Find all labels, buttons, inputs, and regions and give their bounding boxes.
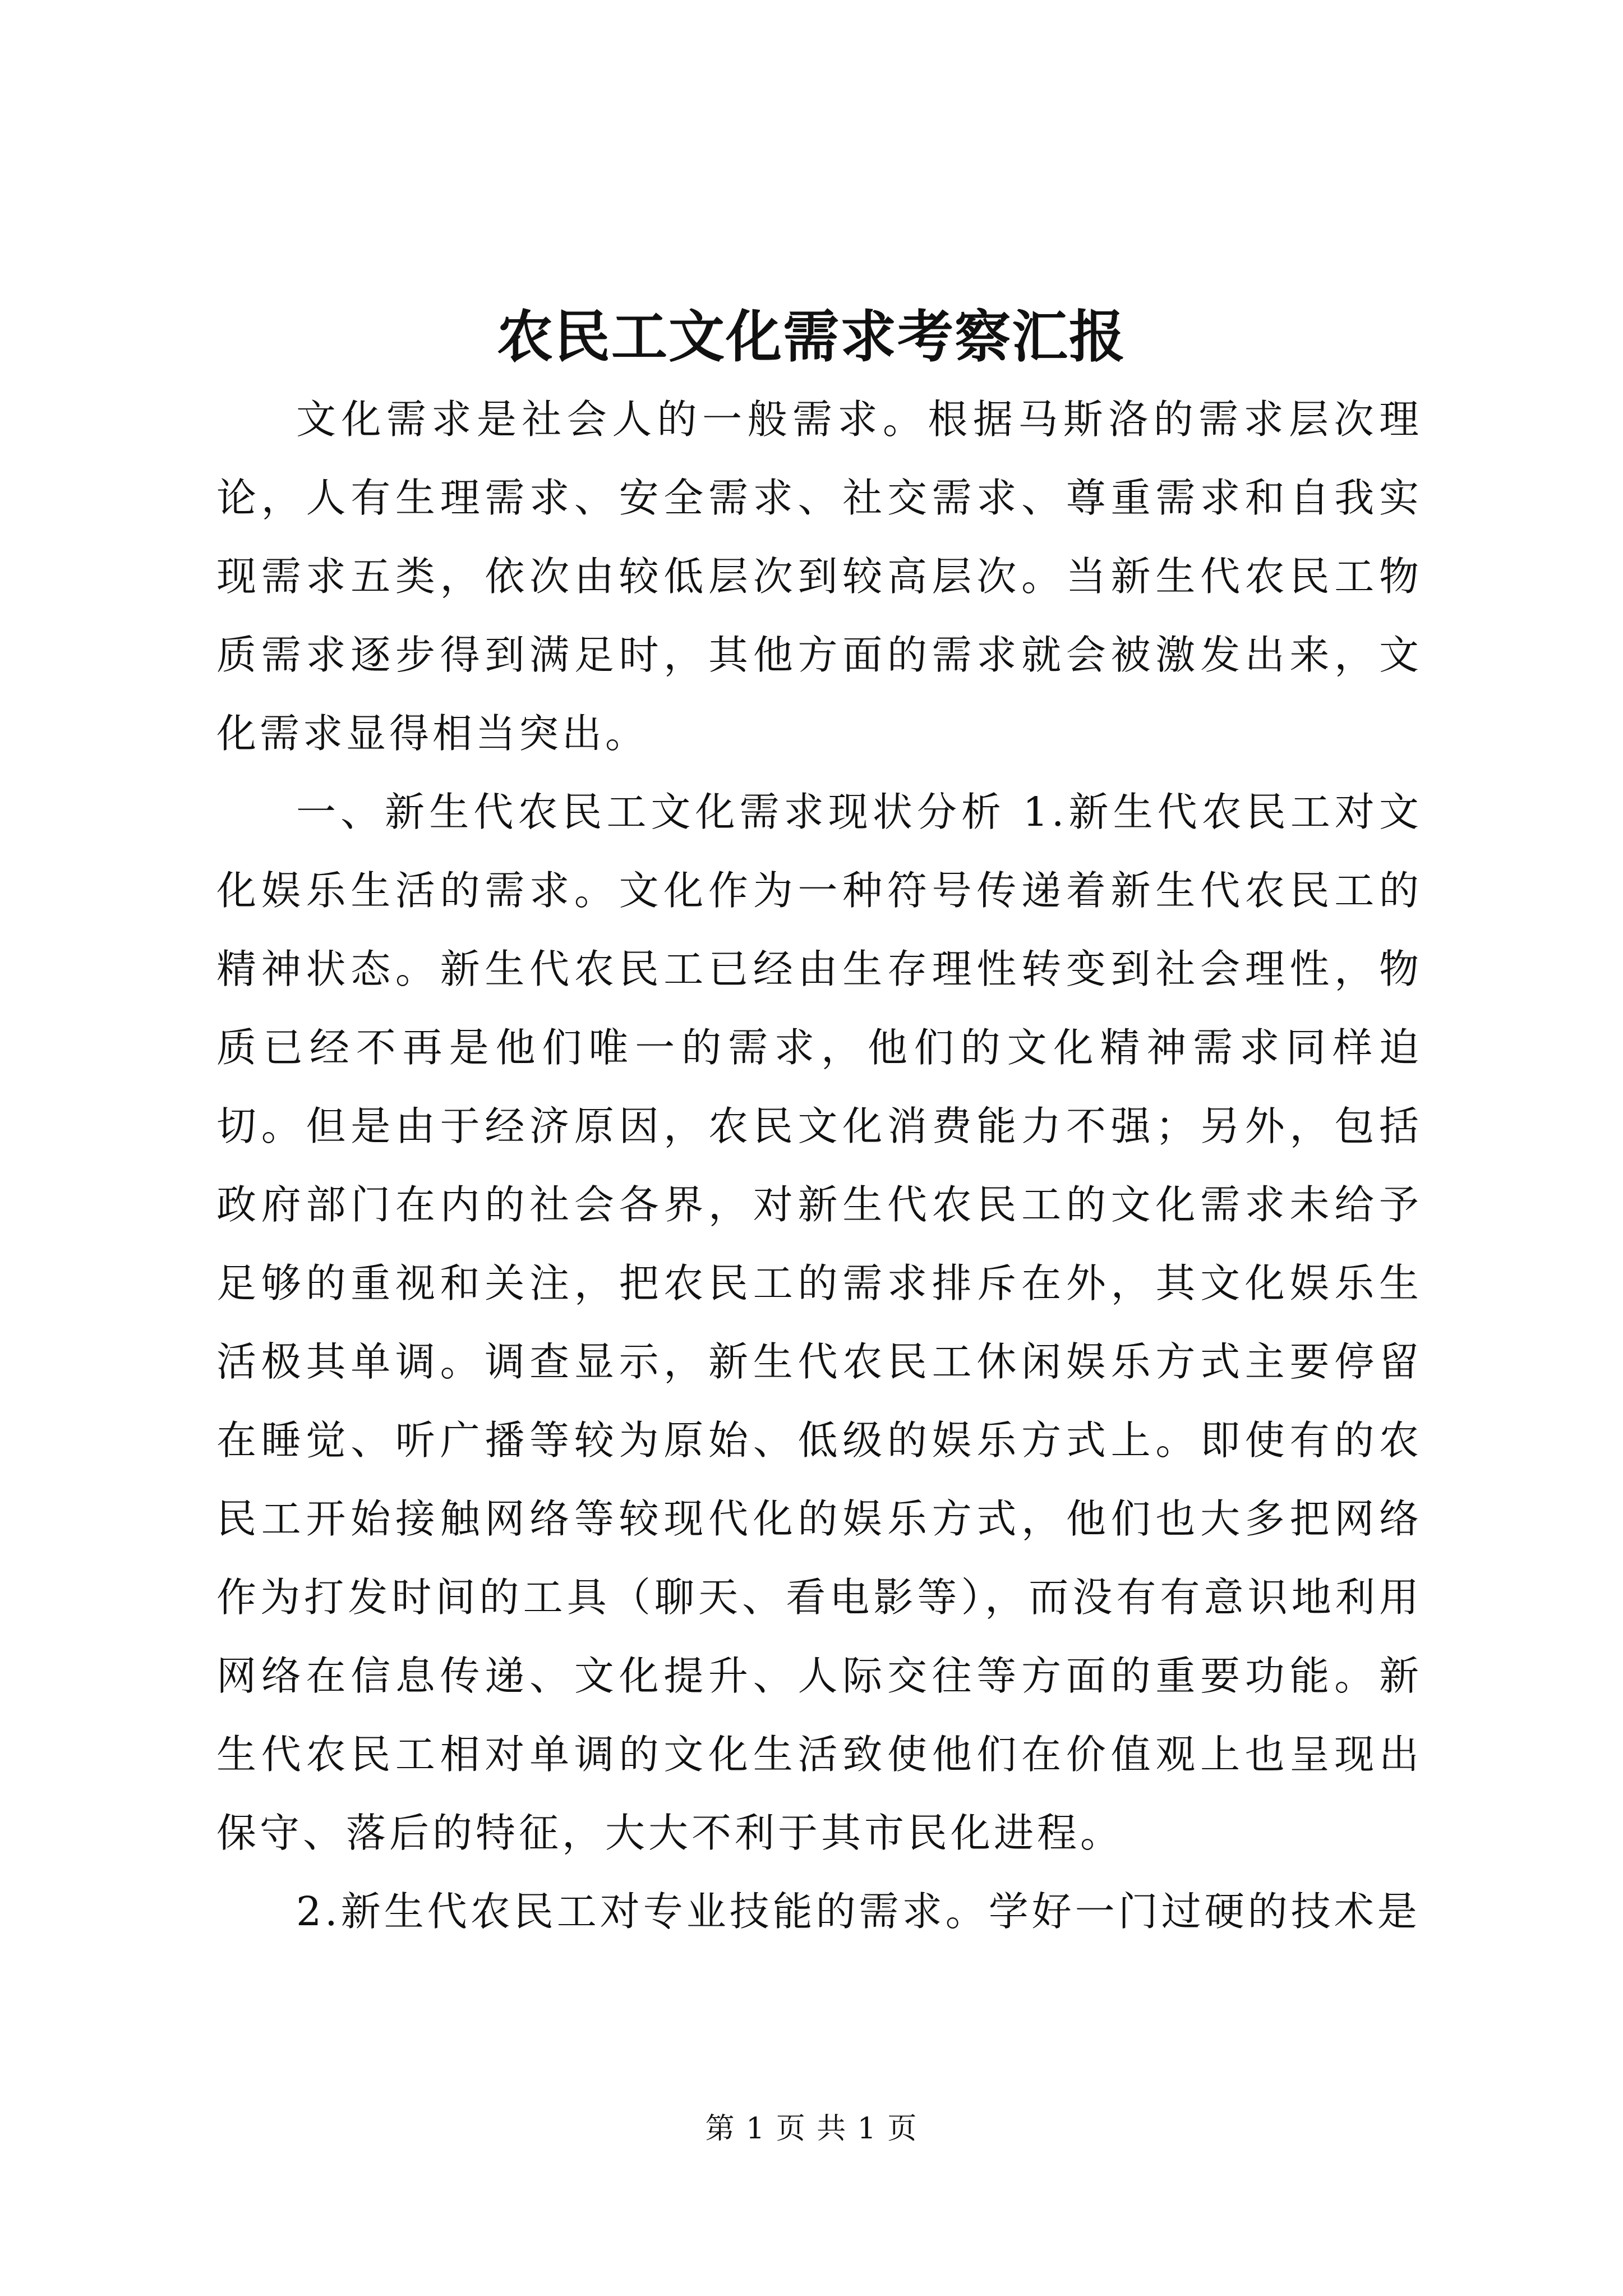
document-title: 农民工文化需求考察汇报: [497, 303, 1126, 370]
paragraph: 文化需求是社会人的一般需求。根据马斯洛的需求层次理论，人有生理需求、安全需求、社交需求、尊重需求和自我实现需求五类，依次由较低层次到较高层次。当新生代农民工物质需求逐步得到满足时，其他方面的需求就会被激发出来，文化需求显得相当突出。: [216, 396, 1422, 757]
paragraph: 2.新生代农民工对专业技能的需求。学好一门过硬的技术是: [296, 1888, 1421, 1935]
page-number-footer: 第 1 页 共 1 页: [705, 2112, 918, 2146]
paragraph: 一、新生代农民工文化需求现状分析 1.新生代农民工对文化娱乐生活的需求。文化作为一种符号传递着新生代农民工的精神状态。新生代农民工已经由生存理性转变到社会理性，物质已经不再是他们唯一的需求，他们的文化精神需求同样迫切。但是由于经济原因，农民文化消费能力不强；另外，包括政府部门在内的社会各界，对新生代农民工的文化需求未给予足够的重视和关注，把农民工的需求排斥在外，其文化娱乐生活极其单调。调查显示，新生代农民工休闲娱乐方式主要停留在睡觉、听广播等较为原始、低级的娱乐方式上。即使有的农民工开始接触网络等较现代化的娱乐方式，他们也大多把网络作为打发时间的工具（聊天、看电影等），而没有有意识地利用网络在信息传递、文化提升、人际交往等方面的重要功能。新生代农民工相对单调的文化生活致使他们在价值观上也呈现出保守、落后的特征，大大不利于其市民化进程。: [216, 789, 1422, 1856]
document-body: [216, 380, 1422, 1951]
